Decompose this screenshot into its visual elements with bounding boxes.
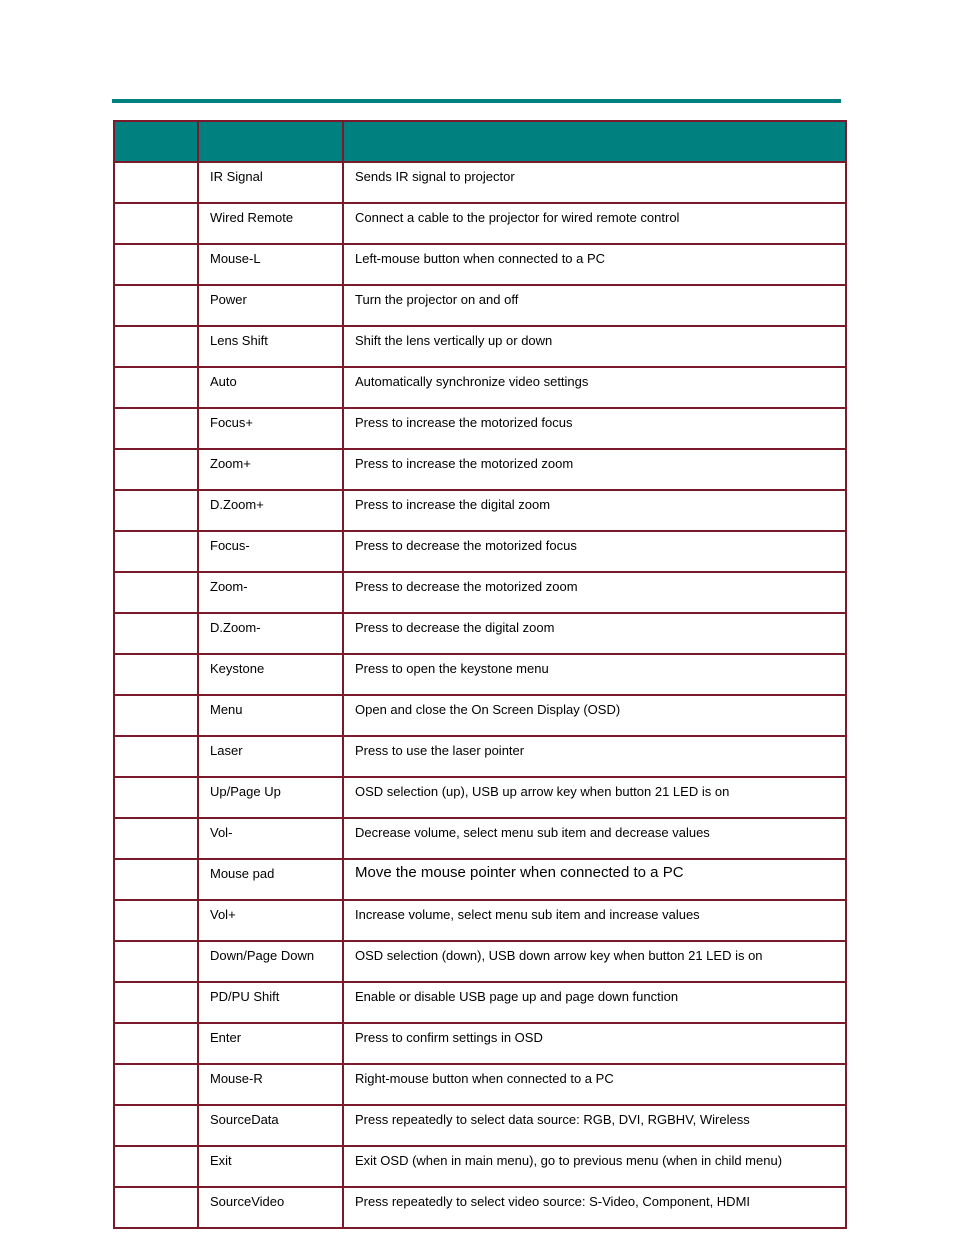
button-name-cell: PD/PU Shift xyxy=(198,982,343,1023)
header-cell-item xyxy=(198,121,343,162)
row-number-cell xyxy=(114,654,198,695)
description-cell: Press repeatedly to select video source: S-Video, Component, HDMI xyxy=(343,1187,846,1228)
button-name-cell: D.Zoom+ xyxy=(198,490,343,531)
table-row xyxy=(114,613,846,654)
table-row xyxy=(114,777,846,818)
row-number-cell xyxy=(114,572,198,613)
table-row xyxy=(114,203,846,244)
table-row xyxy=(114,941,846,982)
row-number-cell xyxy=(114,777,198,818)
description-cell: Exit OSD (when in main menu), go to previous menu (when in child menu) xyxy=(343,1146,846,1187)
button-name-cell: Up/Page Up xyxy=(198,777,343,818)
description-cell: OSD selection (up), USB up arrow key when button 21 LED is on xyxy=(343,777,846,818)
button-name-cell: Mouse-R xyxy=(198,1064,343,1105)
button-name-cell: Mouse pad xyxy=(198,859,343,900)
row-number-cell xyxy=(114,900,198,941)
description-cell: Press to decrease the digital zoom xyxy=(343,613,846,654)
row-number-cell xyxy=(114,818,198,859)
row-number-cell xyxy=(114,203,198,244)
row-number-cell xyxy=(114,695,198,736)
button-name-cell: Zoom- xyxy=(198,572,343,613)
button-name-cell: Wired Remote xyxy=(198,203,343,244)
table-row xyxy=(114,1146,846,1187)
button-name-cell: Vol+ xyxy=(198,900,343,941)
description-cell: Press to use the laser pointer xyxy=(343,736,846,777)
table-row xyxy=(114,572,846,613)
button-name-cell: Focus- xyxy=(198,531,343,572)
table-row xyxy=(114,1023,846,1064)
description-cell: Right-mouse button when connected to a PC xyxy=(343,1064,846,1105)
description-cell: Press to increase the motorized focus xyxy=(343,408,846,449)
button-name-cell: Menu xyxy=(198,695,343,736)
table-row xyxy=(114,654,846,695)
remote-control-table xyxy=(113,120,847,1229)
table-row xyxy=(114,244,846,285)
row-number-cell xyxy=(114,244,198,285)
button-name-cell: Focus+ xyxy=(198,408,343,449)
table-row xyxy=(114,695,846,736)
header-cell-description xyxy=(343,121,846,162)
button-name-cell: IR Signal xyxy=(198,162,343,203)
row-number-cell xyxy=(114,531,198,572)
description-cell: Press to decrease the motorized zoom xyxy=(343,572,846,613)
description-cell: Press to increase the digital zoom xyxy=(343,490,846,531)
description-cell: Press to open the keystone menu xyxy=(343,654,846,695)
description-cell: Move the mouse pointer when connected to a PC xyxy=(343,859,846,900)
table-row xyxy=(114,531,846,572)
description-cell: Shift the lens vertically up or down xyxy=(343,326,846,367)
button-name-cell: Laser xyxy=(198,736,343,777)
table-row xyxy=(114,736,846,777)
button-name-cell: Enter xyxy=(198,1023,343,1064)
row-number-cell xyxy=(114,162,198,203)
button-name-cell: Exit xyxy=(198,1146,343,1187)
row-number-cell xyxy=(114,285,198,326)
description-cell: Enable or disable USB page up and page down function xyxy=(343,982,846,1023)
description-cell: OSD selection (down), USB down arrow key when button 21 LED is on xyxy=(343,941,846,982)
row-number-cell xyxy=(114,941,198,982)
table-row xyxy=(114,1064,846,1105)
table-row xyxy=(114,900,846,941)
button-name-cell: Keystone xyxy=(198,654,343,695)
description-cell: Increase volume, select menu sub item and increase values xyxy=(343,900,846,941)
button-name-cell: Mouse-L xyxy=(198,244,343,285)
row-number-cell xyxy=(114,490,198,531)
row-number-cell xyxy=(114,1146,198,1187)
button-name-cell: D.Zoom- xyxy=(198,613,343,654)
table-header-row xyxy=(114,121,846,162)
row-number-cell xyxy=(114,982,198,1023)
table-row xyxy=(114,1105,846,1146)
description-cell: Sends IR signal to projector xyxy=(343,162,846,203)
row-number-cell xyxy=(114,1064,198,1105)
description-cell: Press to confirm settings in OSD xyxy=(343,1023,846,1064)
button-name-cell: Lens Shift xyxy=(198,326,343,367)
description-cell: Turn the projector on and off xyxy=(343,285,846,326)
table-row xyxy=(114,818,846,859)
row-number-cell xyxy=(114,367,198,408)
button-name-cell: Power xyxy=(198,285,343,326)
table-row xyxy=(114,326,846,367)
button-name-cell: Vol- xyxy=(198,818,343,859)
row-number-cell xyxy=(114,613,198,654)
table-row xyxy=(114,408,846,449)
button-name-cell: Auto xyxy=(198,367,343,408)
table-row xyxy=(114,859,846,900)
table-row xyxy=(114,449,846,490)
description-cell: Automatically synchronize video settings xyxy=(343,367,846,408)
button-name-cell: SourceData xyxy=(198,1105,343,1146)
row-number-cell xyxy=(114,736,198,777)
description-cell: Press repeatedly to select data source: RGB, DVI, RGBHV, Wireless xyxy=(343,1105,846,1146)
description-cell: Open and close the On Screen Display (OSD) xyxy=(343,695,846,736)
table-row xyxy=(114,285,846,326)
row-number-cell xyxy=(114,326,198,367)
header-rule xyxy=(112,99,841,103)
row-number-cell xyxy=(114,1187,198,1228)
description-cell: Press to decrease the motorized focus xyxy=(343,531,846,572)
row-number-cell xyxy=(114,859,198,900)
description-cell: Left-mouse button when connected to a PC xyxy=(343,244,846,285)
header-cell-number xyxy=(114,121,198,162)
table-row xyxy=(114,162,846,203)
description-cell: Decrease volume, select menu sub item and decrease values xyxy=(343,818,846,859)
table-row xyxy=(114,367,846,408)
row-number-cell xyxy=(114,1105,198,1146)
table-row xyxy=(114,1187,846,1228)
table-row xyxy=(114,982,846,1023)
row-number-cell xyxy=(114,1023,198,1064)
button-name-cell: Down/Page Down xyxy=(198,941,343,982)
table-row xyxy=(114,490,846,531)
row-number-cell xyxy=(114,449,198,490)
button-name-cell: SourceVideo xyxy=(198,1187,343,1228)
table-body xyxy=(114,162,846,1228)
description-cell: Press to increase the motorized zoom xyxy=(343,449,846,490)
row-number-cell xyxy=(114,408,198,449)
description-cell: Connect a cable to the projector for wired remote control xyxy=(343,203,846,244)
button-name-cell: Zoom+ xyxy=(198,449,343,490)
